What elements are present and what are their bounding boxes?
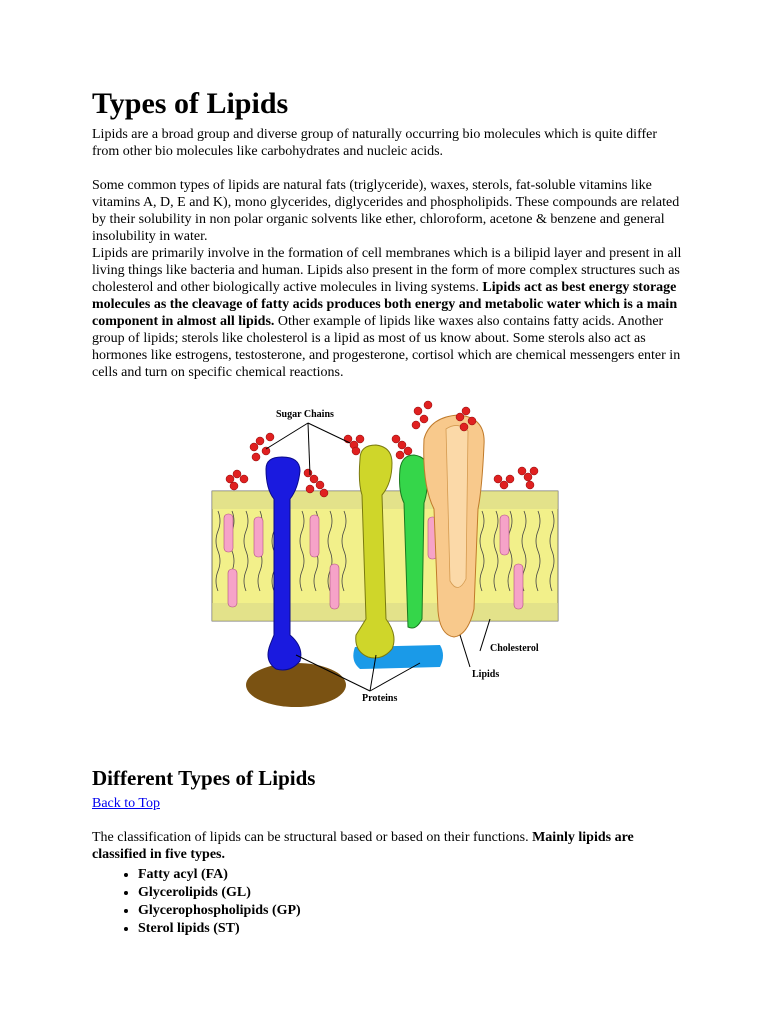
lipid-types-list (92, 866, 682, 938)
membranes-paragraph (92, 245, 682, 381)
membranes-bold: Lipids act as best energy storage molecules as the cleavage of fatty acids produces both energy and metabolic water which is a main component in almost all lipids. (92, 280, 678, 329)
types-paragraph: Some common types of lipids are natural fats (triglyceride), waxes, sterols, fat-soluble vitamins like vitamins A, D, E and K), mono glycerides, diglycerides and phospholipids. These compounds are related by their solubility in non polar organic solvents like ether, chloroform, acetone & benzene and general insolubility in water. (92, 178, 680, 244)
classification-text: The classification of lipids can be structural based or based on their functions. (92, 830, 533, 845)
cholesterol-label: Cholesterol (490, 643, 539, 654)
intro-paragraph: Lipids are a broad group and diverse group of naturally occurring bio molecules which is quite differ from other bio molecules like carbohydrates and nucleic acids. (92, 127, 658, 159)
article (92, 86, 682, 938)
membranes-text-b: Other example of lipids like waxes also contains fatty acids. Another group of lipids; sterols like cholesterol is a lipid as most of us know about. Some sterols also act as hormones like estrogens, testosterone, and progesterone, cortisol which are chemical messengers enter in cells and turn on specific chemical reactions. (92, 314, 681, 380)
sugar-chains-label: Sugar Chains (276, 409, 334, 420)
list-item: • Glycerophospholipids (GP) (138, 902, 682, 920)
section-heading: Different Types of Lipids (92, 766, 316, 790)
membrane-figure (210, 399, 560, 719)
lipids-label: Lipids (472, 669, 500, 680)
list-item: • Glycerolipids (GL) (138, 884, 682, 902)
proteins-label: Proteins (362, 693, 398, 704)
page-title: Types of Lipids (92, 87, 289, 120)
membrane-diagram (210, 399, 560, 719)
list-item: • Fatty acyl (FA) (138, 866, 682, 884)
list-item: • Sterol lipids (ST) (138, 920, 682, 938)
membranes-text-a: Lipids are primarily involve in the formation of cell membranes which is a bilipid layer and present in all living things like bacteria and human. Lipids also present in the form of more complex structures such as cholesterol and other biologically active molecules in living systems. (92, 246, 682, 295)
classification-bold: Mainly lipids are classified in five types. (92, 830, 634, 862)
back-to-top-link[interactable]: Back to Top (92, 796, 160, 811)
classification-paragraph (92, 829, 682, 863)
brown-protein (246, 663, 346, 707)
